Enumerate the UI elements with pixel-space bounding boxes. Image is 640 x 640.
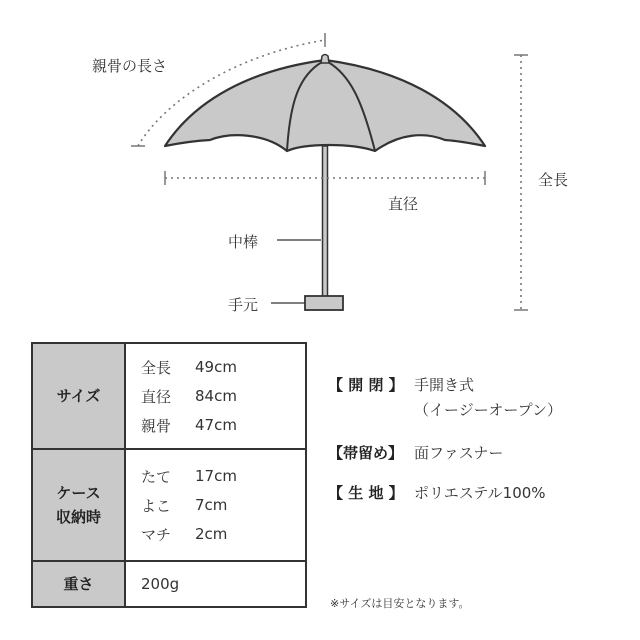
total-length-label: 全長	[538, 171, 569, 189]
size-row	[32, 343, 306, 449]
case-height	[141, 462, 305, 491]
size-rib	[141, 411, 305, 440]
weight-value: 200g	[125, 561, 306, 607]
case-header	[32, 449, 125, 561]
case-header-line2: 収納時	[55, 508, 101, 526]
case-depth	[141, 520, 305, 549]
diameter-label: 直径	[388, 195, 419, 213]
spec-value: 84cm	[195, 387, 237, 405]
weight-header: 重さ	[32, 561, 125, 607]
handle-label: 手元	[228, 296, 259, 314]
shaft-label: 中棒	[228, 233, 259, 251]
spec-key: よこ	[141, 496, 172, 515]
size-note: ※サイズは目安となります。	[330, 597, 470, 610]
spec-table	[31, 342, 307, 608]
info-fastener-value: 面ファスナー	[414, 444, 504, 462]
spec-value: 2cm	[195, 525, 228, 543]
info-opening-label: 【 開 閉 】	[328, 376, 404, 394]
info-opening-value: 手開き式	[414, 376, 475, 394]
info-opening	[328, 374, 562, 420]
spec-key: マチ	[141, 525, 172, 544]
spec-value: 17cm	[195, 467, 237, 485]
weight-row	[32, 561, 306, 607]
spec-value: 7cm	[195, 496, 228, 514]
umbrella-canopy	[165, 60, 485, 151]
rib-length-label: 親骨の長さ	[92, 57, 168, 75]
umbrella-shaft	[323, 146, 328, 298]
spec-key: 全長	[141, 358, 172, 377]
spec-value: 49cm	[195, 358, 237, 376]
spec-key: 親骨	[141, 416, 172, 435]
spec-value: 47cm	[195, 416, 237, 434]
umbrella-tip	[321, 55, 329, 64]
case-header-line1: ケース	[56, 484, 101, 502]
info-fabric-label: 【 生 地 】	[328, 484, 404, 502]
case-row	[32, 449, 306, 561]
info-opening-sub: （イージーオープン）	[414, 401, 563, 419]
size-header: サイズ	[32, 343, 125, 449]
spec-key: 直径	[141, 387, 172, 406]
info-fastener	[328, 442, 503, 463]
spec-key: たて	[141, 467, 172, 486]
size-diameter	[141, 382, 305, 411]
size-total-length	[141, 353, 305, 382]
info-fabric-value: ポリエステル100%	[414, 484, 546, 502]
info-fabric	[328, 482, 546, 503]
info-fastener-label: 【帯留め】	[328, 444, 404, 462]
case-width	[141, 491, 305, 520]
umbrella-handle	[305, 296, 343, 310]
